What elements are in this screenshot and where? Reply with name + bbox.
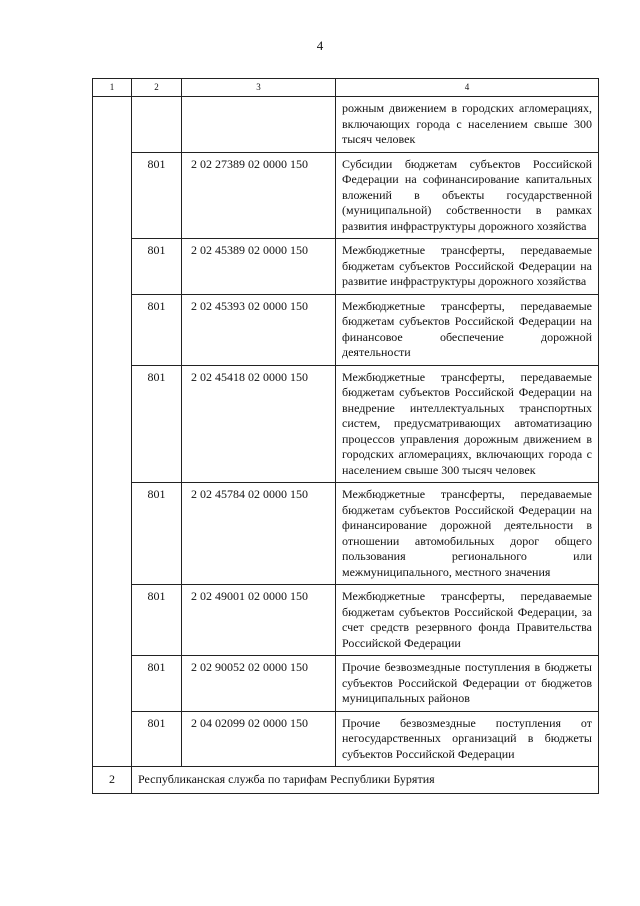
table-row	[93, 239, 599, 295]
header-col-2: 2	[132, 79, 182, 97]
kbk-cell: 2 02 45418 02 0000 150	[182, 365, 336, 483]
code-cell: 801	[132, 585, 182, 656]
header-col-1: 1	[93, 79, 132, 97]
revenue-table	[92, 78, 599, 794]
code-cell: 801	[132, 711, 182, 767]
code-cell	[132, 97, 182, 153]
table-row	[93, 152, 599, 239]
description-cell: Межбюджетные трансферты, передаваемые бюджетам субъектов Российской Федерации, за счет средств резервного фонда Правительства Российской Федерации	[336, 585, 599, 656]
header-col-3: 3	[182, 79, 336, 97]
description-cell: Межбюджетные трансферты, передаваемые бюджетам субъектов Российской Федерации на финансовое обеспечение дорожной деятельности	[336, 294, 599, 365]
code-cell: 801	[132, 239, 182, 295]
description-cell: Межбюджетные трансферты, передаваемые бюджетам субъектов Российской Федерации на финансирование дорожной деятельности в отношении автомобильных дорог общего пользования регионального или межмуниципального, местного значения	[336, 483, 599, 585]
table-row	[93, 483, 599, 585]
kbk-cell: 2 02 90052 02 0000 150	[182, 656, 336, 712]
kbk-cell	[182, 97, 336, 153]
section-title: Республиканская служба по тарифам Республики Бурятия	[132, 767, 599, 794]
table-row	[93, 97, 599, 153]
kbk-cell: 2 02 27389 02 0000 150	[182, 152, 336, 239]
code-cell: 801	[132, 656, 182, 712]
table-row	[93, 711, 599, 767]
group-cell	[93, 97, 132, 767]
table-row	[93, 585, 599, 656]
kbk-cell: 2 02 49001 02 0000 150	[182, 585, 336, 656]
table-row	[93, 365, 599, 483]
page-number: 4	[316, 38, 324, 53]
kbk-cell: 2 02 45389 02 0000 150	[182, 239, 336, 295]
code-cell: 801	[132, 483, 182, 585]
table-row	[93, 656, 599, 712]
section-row	[93, 767, 599, 794]
description-cell: Межбюджетные трансферты, передаваемые бюджетам субъектов Российской Федерации на внедрение интеллектуальных транспортных систем, предусматривающих автоматизацию процессов управления дорожным движением в городских агломерациях, включающих города с населением свыше 300 тысяч человек	[336, 365, 599, 483]
table-row	[93, 294, 599, 365]
description-cell: Прочие безвозмездные поступления в бюджеты субъектов Российской Федерации от бюджетов муниципальных районов	[336, 656, 599, 712]
code-cell: 801	[132, 152, 182, 239]
header-col-4: 4	[336, 79, 599, 97]
description-cell: Межбюджетные трансферты, передаваемые бюджетам субъектов Российской Федерации на развитие инфраструктуры дорожного хозяйства	[336, 239, 599, 295]
section-number: 2	[93, 767, 132, 794]
kbk-cell: 2 02 45784 02 0000 150	[182, 483, 336, 585]
header-row	[93, 79, 599, 97]
kbk-cell: 2 02 45393 02 0000 150	[182, 294, 336, 365]
kbk-cell: 2 04 02099 02 0000 150	[182, 711, 336, 767]
description-cell: рожным движением в городских агломерациях, включающих города с населением свыше 300 тысяч человек	[336, 97, 599, 153]
code-cell: 801	[132, 365, 182, 483]
description-cell: Субсидии бюджетам субъектов Российской Федерации на софинансирование капитальных вложений в объекты государственной (муниципальной) собственности в рамках развития инфраструктуры дорожного хозяйства	[336, 152, 599, 239]
code-cell: 801	[132, 294, 182, 365]
description-cell: Прочие безвозмездные поступления от негосударственных организаций в бюджеты субъектов Российской Федерации	[336, 711, 599, 767]
